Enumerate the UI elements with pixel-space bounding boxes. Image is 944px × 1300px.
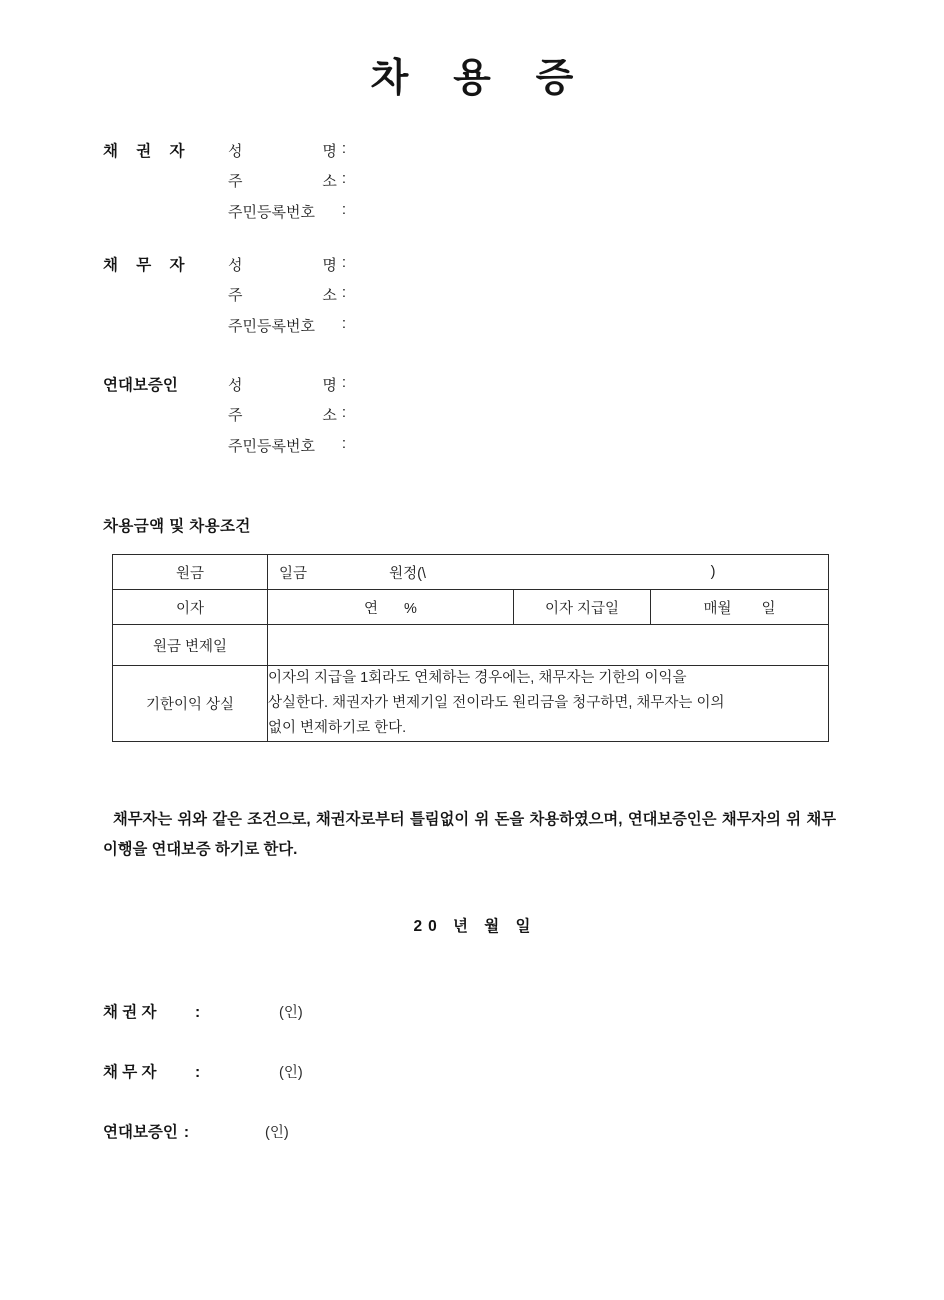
party-row-name [103,253,623,284]
field-label-name-char-2: 명 [322,377,337,394]
agreement-paragraph-line-1: 채무자는 위와 같은 조건으로, 채권자로부터 틀림없이 위 돈을 차용하였으며, 연대보증인은 채무자 [113,811,767,828]
signature-colon-debtor: : [195,1064,201,1081]
principal-unit-label: 원정(\ [389,565,426,582]
field-label-address [228,170,346,191]
party-row-rrn [103,201,623,232]
field-label-rrn [228,315,346,336]
table-row-principal [113,555,829,590]
signature-row-surety [103,1120,523,1180]
party-role-label-surety: 연대보증인 [103,377,178,394]
field-colon-name: : [341,374,346,391]
section-heading-loan-terms: 차용금액 및 차용조건 [103,518,251,535]
field-label-name-char-1: 성 [228,377,243,394]
cell-duedate-value[interactable] [268,625,829,666]
acceleration-line-1: 이자의 지급을 1회라도 연체하는 경우에는, 채무자는 기한의 이익을 [268,670,687,686]
party-role-label-debtor: 채 무 자 [103,257,192,274]
signature-row-creditor [103,1000,523,1060]
cell-acceleration-text [268,666,829,742]
interest-rate-suffix: % [404,600,417,617]
field-colon-address: : [341,170,346,187]
field-colon-rrn: : [341,315,346,332]
field-label-rrn [228,435,346,456]
table-row-interest [113,590,829,625]
field-label-name [228,254,346,275]
field-label-address-char-1: 주 [228,407,243,424]
field-label-address-char-2: 소 [322,287,337,304]
document-title: 차 용 증 [370,57,591,100]
acceleration-line-3: 없이 변제하기로 한다. [268,719,407,736]
field-label-address-char-1: 주 [228,173,243,190]
cell-principal-amount[interactable] [268,555,829,590]
field-label-name-char-2: 명 [322,143,337,160]
date-line[interactable]: 20 년 월 일 [413,918,537,935]
cell-acceleration-header: 기한이익 상실 [113,666,268,742]
field-colon-address: : [341,284,346,301]
signature-seal-surety[interactable]: (인) [265,1125,289,1141]
signature-label-creditor-text: 채 권 자 [103,1004,157,1021]
field-colon-rrn: : [341,435,346,452]
party-row-address [103,170,623,201]
field-label-address-char-2: 소 [322,407,337,424]
cell-interest-rate[interactable] [268,590,514,625]
cell-principal-header: 원금 [113,555,268,590]
field-label-address [228,284,346,305]
field-label-address-char-2: 소 [322,173,337,190]
acceleration-line-2: 상실한다. 채권자가 변제기일 전이라도 원리금을 청구하면, 채무자는 이의 [268,694,725,711]
interest-rate-prefix: 연 [364,600,379,617]
signature-label-debtor [103,1060,221,1082]
paydate-suffix: 일 [761,600,776,617]
party-block-creditor [103,139,623,232]
party-block-surety [103,373,623,466]
party-row-address [103,404,623,435]
field-label-address-char-1: 주 [228,287,243,304]
party-row-name [103,139,623,170]
signature-label-creditor [103,1000,221,1022]
party-role-label-creditor: 채 권 자 [103,143,192,160]
party-row-rrn [103,315,623,346]
signature-label-debtor-text: 채 무 자 [103,1064,157,1081]
cell-interest-paydate-value[interactable] [651,590,829,625]
paydate-prefix: 매월 [703,600,732,617]
cell-interest-header: 이자 [113,590,268,625]
field-label-name [228,140,346,161]
signature-seal-debtor[interactable]: (인) [279,1065,303,1081]
party-block-debtor [103,253,623,346]
signature-seal-creditor[interactable]: (인) [279,1005,303,1021]
signature-label-surety [103,1120,221,1142]
field-label-name-char-2: 명 [322,257,337,274]
signature-colon-surety: : [183,1124,190,1141]
signature-row-debtor [103,1060,523,1120]
field-label-name-char-1: 성 [228,143,243,160]
cell-interest-paydate-header: 이자 지급일 [514,590,651,625]
table-row-duedate [113,625,829,666]
table-row-acceleration [113,666,829,742]
field-colon-name: : [341,140,346,157]
field-colon-name: : [341,254,346,271]
signature-colon-creditor: : [195,1004,201,1021]
field-colon-rrn: : [341,201,346,218]
field-label-rrn-text: 주민등록번호 [228,204,315,221]
field-label-address [228,404,346,425]
agreement-paragraph [103,805,836,865]
field-colon-address: : [341,404,346,421]
party-row-name [103,373,623,404]
field-label-rrn-text: 주민등록번호 [228,318,315,335]
field-label-name [228,374,346,395]
field-label-rrn-text: 주민등록번호 [228,438,315,455]
signature-label-surety-text: 연대보증인 [103,1124,178,1141]
field-label-rrn [228,201,346,222]
party-row-rrn [103,435,623,466]
principal-close-paren: ) [710,564,716,580]
party-row-address [103,284,623,315]
loan-terms-table [112,554,829,742]
agreement-paragraph-line-2: 의 위 채무 이행을 연대보증 하기로 한다. [103,811,836,858]
cell-duedate-header: 원금 변제일 [113,625,268,666]
principal-amount-prefix: 일금 [279,565,308,582]
field-label-name-char-1: 성 [228,257,243,274]
signature-block [103,1000,523,1180]
